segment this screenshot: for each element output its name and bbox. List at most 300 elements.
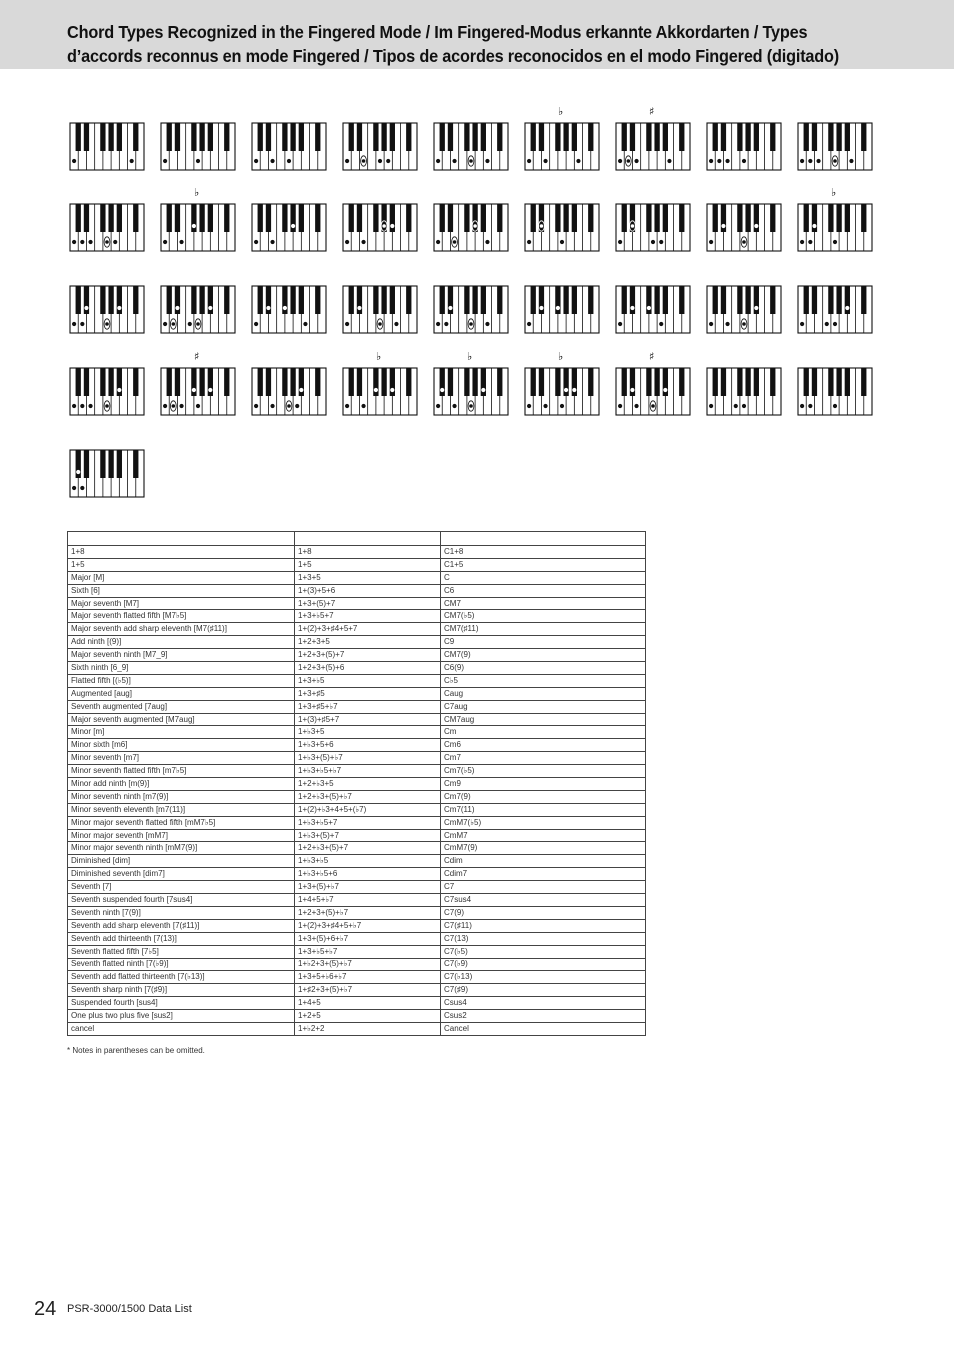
black-key <box>448 123 453 151</box>
note-dot <box>663 388 667 392</box>
black-key <box>373 286 378 314</box>
black-key <box>208 204 213 232</box>
note-dot <box>175 306 179 310</box>
notes-cell: 1+(2)+♭3+4+5+(♭7) <box>295 803 441 816</box>
table-row <box>68 868 646 881</box>
notes-cell: 1+♭3+♭5+♭7 <box>295 765 441 778</box>
table-header-row <box>68 532 646 546</box>
keyboard-frame <box>525 204 599 251</box>
black-key <box>390 123 395 151</box>
display-cell: C6 <box>441 584 646 597</box>
display-cell: CM7aug <box>441 713 646 726</box>
black-key <box>191 204 196 232</box>
optional-note-dot <box>473 224 477 228</box>
keyboard-frame <box>798 368 872 415</box>
chord-keyboard-diagram <box>161 286 235 333</box>
black-key <box>555 123 560 151</box>
chord-keyboard-diagram <box>798 204 872 251</box>
black-key <box>539 368 544 396</box>
table-row <box>68 945 646 958</box>
notes-cell: 1+♭3+5+6 <box>295 739 441 752</box>
note-dot <box>436 322 440 326</box>
keyboard-frame <box>70 123 144 170</box>
optional-note-dot <box>742 322 746 326</box>
black-key <box>572 123 577 151</box>
notes-cell: 1+2+♭3+(5)+7 <box>295 842 441 855</box>
note-dot <box>394 322 398 326</box>
black-key <box>861 204 866 232</box>
black-key <box>646 286 651 314</box>
black-key <box>357 368 362 396</box>
note-dot <box>709 159 713 163</box>
notes-cell: 1+3+♭5+7 <box>295 610 441 623</box>
black-key <box>663 368 668 396</box>
black-key <box>804 368 809 396</box>
notes-cell: 1+5 <box>295 558 441 571</box>
notes-cell: 1+2+3+(5)+♭7 <box>295 906 441 919</box>
note-dot <box>436 240 440 244</box>
black-key <box>481 368 486 396</box>
black-key <box>481 286 486 314</box>
chord-keyboard-diagram <box>343 368 417 415</box>
keyboard-frame <box>798 123 872 170</box>
black-key <box>622 286 627 314</box>
table-row <box>68 803 646 816</box>
black-key <box>828 368 833 396</box>
display-cell: Cdim7 <box>441 868 646 881</box>
black-key <box>497 204 502 232</box>
note-dot <box>196 159 200 163</box>
black-key <box>108 286 113 314</box>
optional-note-ring <box>377 319 383 329</box>
black-key <box>108 368 113 396</box>
black-key <box>282 368 287 396</box>
black-key <box>133 123 138 151</box>
display-cell: CmM7(9) <box>441 842 646 855</box>
black-key <box>406 368 411 396</box>
black-key <box>828 123 833 151</box>
black-key <box>84 123 89 151</box>
keyboard-frame <box>343 368 417 415</box>
black-key <box>588 123 593 151</box>
note-dot <box>833 322 837 326</box>
chord-name-cell: Minor seventh [m7] <box>68 752 295 765</box>
note-dot <box>80 240 84 244</box>
keyboard-frame <box>70 204 144 251</box>
table-row <box>68 906 646 919</box>
black-key <box>770 368 775 396</box>
note-dot <box>196 404 200 408</box>
black-key <box>745 123 750 151</box>
note-dot <box>208 388 212 392</box>
black-key <box>258 286 263 314</box>
keyboard-frame <box>707 123 781 170</box>
page-header <box>0 0 954 69</box>
chord-keyboard-diagram <box>161 123 235 170</box>
notes-cell: 1+3+(5)+♭7 <box>295 881 441 894</box>
table-row <box>68 623 646 636</box>
note-dot <box>361 240 365 244</box>
display-cell: C7 <box>441 881 646 894</box>
note-dot <box>436 159 440 163</box>
optional-note-dot <box>453 240 457 244</box>
table-row <box>68 971 646 984</box>
note-dot <box>560 240 564 244</box>
chord-keyboard-diagram <box>525 204 599 251</box>
optional-note-dot <box>105 240 109 244</box>
note-dot <box>390 388 394 392</box>
accidental-sign: ♭ <box>467 350 473 363</box>
accidental-sign: ♯ <box>194 350 200 363</box>
optional-note-dot <box>631 224 635 228</box>
optional-note-ring <box>630 221 636 231</box>
table-row <box>68 558 646 571</box>
black-key <box>737 286 742 314</box>
display-cell: Cm6 <box>441 739 646 752</box>
black-key <box>588 204 593 232</box>
table-row <box>68 958 646 971</box>
black-key <box>266 123 271 151</box>
note-dot <box>303 322 307 326</box>
black-key <box>208 286 213 314</box>
black-key <box>84 368 89 396</box>
notes-cell: 1+2+3+(5)+7 <box>295 649 441 662</box>
model-name: PSR-3000/1500 Data List <box>67 1303 192 1315</box>
note-dot <box>130 159 134 163</box>
keyboard-frame <box>161 286 235 333</box>
black-key <box>572 286 577 314</box>
black-key <box>745 368 750 396</box>
black-key <box>100 450 105 478</box>
note-dot <box>72 404 76 408</box>
black-key <box>299 286 304 314</box>
chord-name-cell: Seventh ninth [7(9)] <box>68 906 295 919</box>
optional-note-ring <box>741 319 747 329</box>
black-key <box>373 368 378 396</box>
chord-keyboard-diagram <box>252 204 326 251</box>
optional-note-dot <box>172 322 176 326</box>
black-key <box>713 368 718 396</box>
note-dot <box>634 404 638 408</box>
note-dot <box>179 240 183 244</box>
black-key <box>315 204 320 232</box>
note-dot <box>808 159 812 163</box>
notes-cell: 1+(2)+3+♯4+5+♭7 <box>295 919 441 932</box>
note-dot <box>485 240 489 244</box>
note-dot <box>634 159 638 163</box>
black-key <box>117 123 122 151</box>
note-dot <box>88 404 92 408</box>
keyboard-frame <box>70 286 144 333</box>
black-key <box>406 123 411 151</box>
note-dot <box>812 224 816 228</box>
note-dot <box>667 159 671 163</box>
note-dot <box>163 159 167 163</box>
optional-note-dot <box>540 224 544 228</box>
display-cell: C1+8 <box>441 546 646 559</box>
chord-name-cell: Seventh flatted ninth [7(♭9)] <box>68 958 295 971</box>
keyboard-frame <box>343 286 417 333</box>
keyboard-frame <box>525 123 599 170</box>
black-key <box>357 204 362 232</box>
black-key <box>713 123 718 151</box>
note-dot <box>361 404 365 408</box>
black-key <box>713 286 718 314</box>
chord-keyboard-diagram <box>161 368 235 415</box>
note-dot <box>444 322 448 326</box>
chord-name-cell: Minor seventh ninth [m7(9)] <box>68 790 295 803</box>
note-dot <box>618 404 622 408</box>
note-dot <box>192 224 196 228</box>
black-key <box>224 123 229 151</box>
optional-note-ring <box>741 237 747 247</box>
black-key <box>836 368 841 396</box>
keyboard-frame <box>616 286 690 333</box>
note-dot <box>754 306 758 310</box>
keyboard-frame <box>252 286 326 333</box>
optional-note-dot <box>105 322 109 326</box>
black-key <box>630 368 635 396</box>
note-dot <box>800 159 804 163</box>
black-key <box>745 286 750 314</box>
black-key <box>861 123 866 151</box>
note-dot <box>283 306 287 310</box>
chord-name-cell: Suspended fourth [sus4] <box>68 997 295 1010</box>
black-key <box>754 368 759 396</box>
display-cell: CM7(♯11) <box>441 623 646 636</box>
chord-keyboard-diagram <box>70 286 144 333</box>
note-dot <box>390 224 394 228</box>
display-cell: CmM7 <box>441 829 646 842</box>
black-key <box>390 286 395 314</box>
black-key <box>117 368 122 396</box>
table-row <box>68 765 646 778</box>
table-row <box>68 829 646 842</box>
black-key <box>357 286 362 314</box>
black-key <box>622 368 627 396</box>
chord-name-cell: Sixth ninth [6_9] <box>68 662 295 675</box>
chord-keyboard-diagram <box>70 123 144 170</box>
note-dot <box>725 322 729 326</box>
optional-note-dot <box>172 404 176 408</box>
note-dot <box>254 404 258 408</box>
black-key <box>448 286 453 314</box>
note-dot <box>80 322 84 326</box>
note-dot <box>845 306 849 310</box>
black-key <box>630 286 635 314</box>
black-key <box>224 204 229 232</box>
optional-note-ring <box>468 156 474 166</box>
black-key <box>481 123 486 151</box>
black-key <box>175 204 180 232</box>
chord-keyboard-diagram <box>70 450 144 497</box>
chord-name-cell: Minor sixth [m6] <box>68 739 295 752</box>
black-key <box>721 204 726 232</box>
black-key <box>563 204 568 232</box>
black-key <box>133 204 138 232</box>
black-key <box>108 123 113 151</box>
chord-name-cell: Minor major seventh [mM7] <box>68 829 295 842</box>
black-key <box>737 368 742 396</box>
note-dot <box>734 404 738 408</box>
black-key <box>381 368 386 396</box>
note-dot <box>564 388 568 392</box>
display-cell: CM7(♭5) <box>441 610 646 623</box>
black-key <box>845 123 850 151</box>
black-key <box>679 368 684 396</box>
chord-name-cell: Diminished seventh [dim7] <box>68 868 295 881</box>
black-key <box>646 123 651 151</box>
keyboard-frame <box>161 204 235 251</box>
optional-note-ring <box>539 221 545 231</box>
black-key <box>539 123 544 151</box>
note-dot <box>117 306 121 310</box>
note-dot <box>270 240 274 244</box>
display-cell: C7(♭13) <box>441 971 646 984</box>
chord-name-cell: Flatted fifth [(♭5)] <box>68 674 295 687</box>
black-key <box>654 204 659 232</box>
chord-keyboard-diagram <box>616 204 690 251</box>
black-key <box>167 286 172 314</box>
black-key <box>381 204 386 232</box>
notes-cell: 1+♭3+♭5+7 <box>295 816 441 829</box>
accidental-sign: ♭ <box>194 186 200 199</box>
black-key <box>539 204 544 232</box>
notes-cell: 1+♭3+(5)+♭7 <box>295 752 441 765</box>
black-key <box>531 368 536 396</box>
black-key <box>167 368 172 396</box>
note-dot <box>709 322 713 326</box>
black-key <box>315 286 320 314</box>
note-dot <box>800 240 804 244</box>
table-row <box>68 546 646 559</box>
chord-name-cell: Add ninth [(9)] <box>68 636 295 649</box>
chord-keyboard-diagram <box>252 286 326 333</box>
note-dot <box>485 159 489 163</box>
black-key <box>167 204 172 232</box>
black-key <box>282 286 287 314</box>
black-key <box>464 123 469 151</box>
display-cell: C1+5 <box>441 558 646 571</box>
note-dot <box>113 240 117 244</box>
display-cell: C7(♯9) <box>441 984 646 997</box>
note-dot <box>527 159 531 163</box>
note-dot <box>295 404 299 408</box>
black-key <box>199 123 204 151</box>
optional-note-ring <box>104 401 110 411</box>
note-dot <box>576 159 580 163</box>
black-key <box>812 123 817 151</box>
optional-note-ring <box>452 237 458 247</box>
note-dot <box>742 404 746 408</box>
black-key <box>357 123 362 151</box>
black-key <box>464 204 469 232</box>
note-dot <box>266 306 270 310</box>
note-dot <box>254 159 258 163</box>
keyboard-frame <box>616 368 690 415</box>
note-dot <box>709 404 713 408</box>
notes-cell: 1+2+3+5 <box>295 636 441 649</box>
chord-name-cell: Major seventh ninth [M7_9] <box>68 649 295 662</box>
note-dot <box>386 159 390 163</box>
black-key <box>663 286 668 314</box>
chord-keyboard-diagram <box>707 123 781 170</box>
note-dot <box>163 404 167 408</box>
table-row <box>68 790 646 803</box>
black-key <box>845 368 850 396</box>
optional-note-dot <box>378 322 382 326</box>
optional-note-dot <box>469 159 473 163</box>
note-dot <box>709 240 713 244</box>
table-row <box>68 662 646 675</box>
note-dot <box>833 404 837 408</box>
black-key <box>76 204 81 232</box>
black-key <box>721 123 726 151</box>
black-key <box>812 286 817 314</box>
black-key <box>646 204 651 232</box>
black-key <box>770 286 775 314</box>
black-key <box>812 204 817 232</box>
note-dot <box>436 404 440 408</box>
keyboard-frame <box>252 368 326 415</box>
header-cell <box>295 532 441 546</box>
notes-cell: 1+3+5 <box>295 571 441 584</box>
chord-name-cell: Seventh add thirteenth [7(13)] <box>68 932 295 945</box>
display-cell: CM7(9) <box>441 649 646 662</box>
black-key <box>290 286 295 314</box>
black-key <box>555 286 560 314</box>
note-dot <box>721 224 725 228</box>
table-row <box>68 842 646 855</box>
display-cell: Csus2 <box>441 1010 646 1023</box>
page-title: Chord Types Recognized in the Fingered Mode / Im Fingered-Modus erkannte Akkordarten / Types d’accords reconnus en mode Fingered / Tipos de acordes reconocidos en el modo Fingered (digitado) <box>67 22 840 66</box>
chord-keyboard-diagram <box>616 286 690 333</box>
optional-note-ring <box>468 319 474 329</box>
chord-keyboard-diagram <box>525 368 599 415</box>
note-dot <box>647 306 651 310</box>
note-dot <box>659 240 663 244</box>
chord-diagrams <box>0 0 954 520</box>
optional-note-dot <box>627 159 631 163</box>
table-row <box>68 597 646 610</box>
black-key <box>828 204 833 232</box>
accidental-sign: ♭ <box>558 350 564 363</box>
chord-name-cell: 1+5 <box>68 558 295 571</box>
chord-keyboard-diagram <box>343 123 417 170</box>
chord-name-cell: Major [M] <box>68 571 295 584</box>
notes-cell: 1+♭3+5 <box>295 726 441 739</box>
table-row <box>68 649 646 662</box>
black-key <box>108 204 113 232</box>
optional-note-ring <box>832 156 838 166</box>
table-row <box>68 1010 646 1023</box>
note-dot <box>481 388 485 392</box>
note-dot <box>560 404 564 408</box>
black-key <box>497 368 502 396</box>
note-dot <box>72 486 76 490</box>
black-key <box>258 368 263 396</box>
note-dot <box>833 240 837 244</box>
chord-name-cell: Minor seventh flatted fifth [m7♭5] <box>68 765 295 778</box>
chord-name-cell: Seventh sharp ninth [7(♯9)] <box>68 984 295 997</box>
note-dot <box>808 240 812 244</box>
optional-note-ring <box>625 156 631 166</box>
black-key <box>497 123 502 151</box>
note-dot <box>291 224 295 228</box>
black-key <box>349 123 354 151</box>
note-dot <box>808 404 812 408</box>
table-row <box>68 726 646 739</box>
